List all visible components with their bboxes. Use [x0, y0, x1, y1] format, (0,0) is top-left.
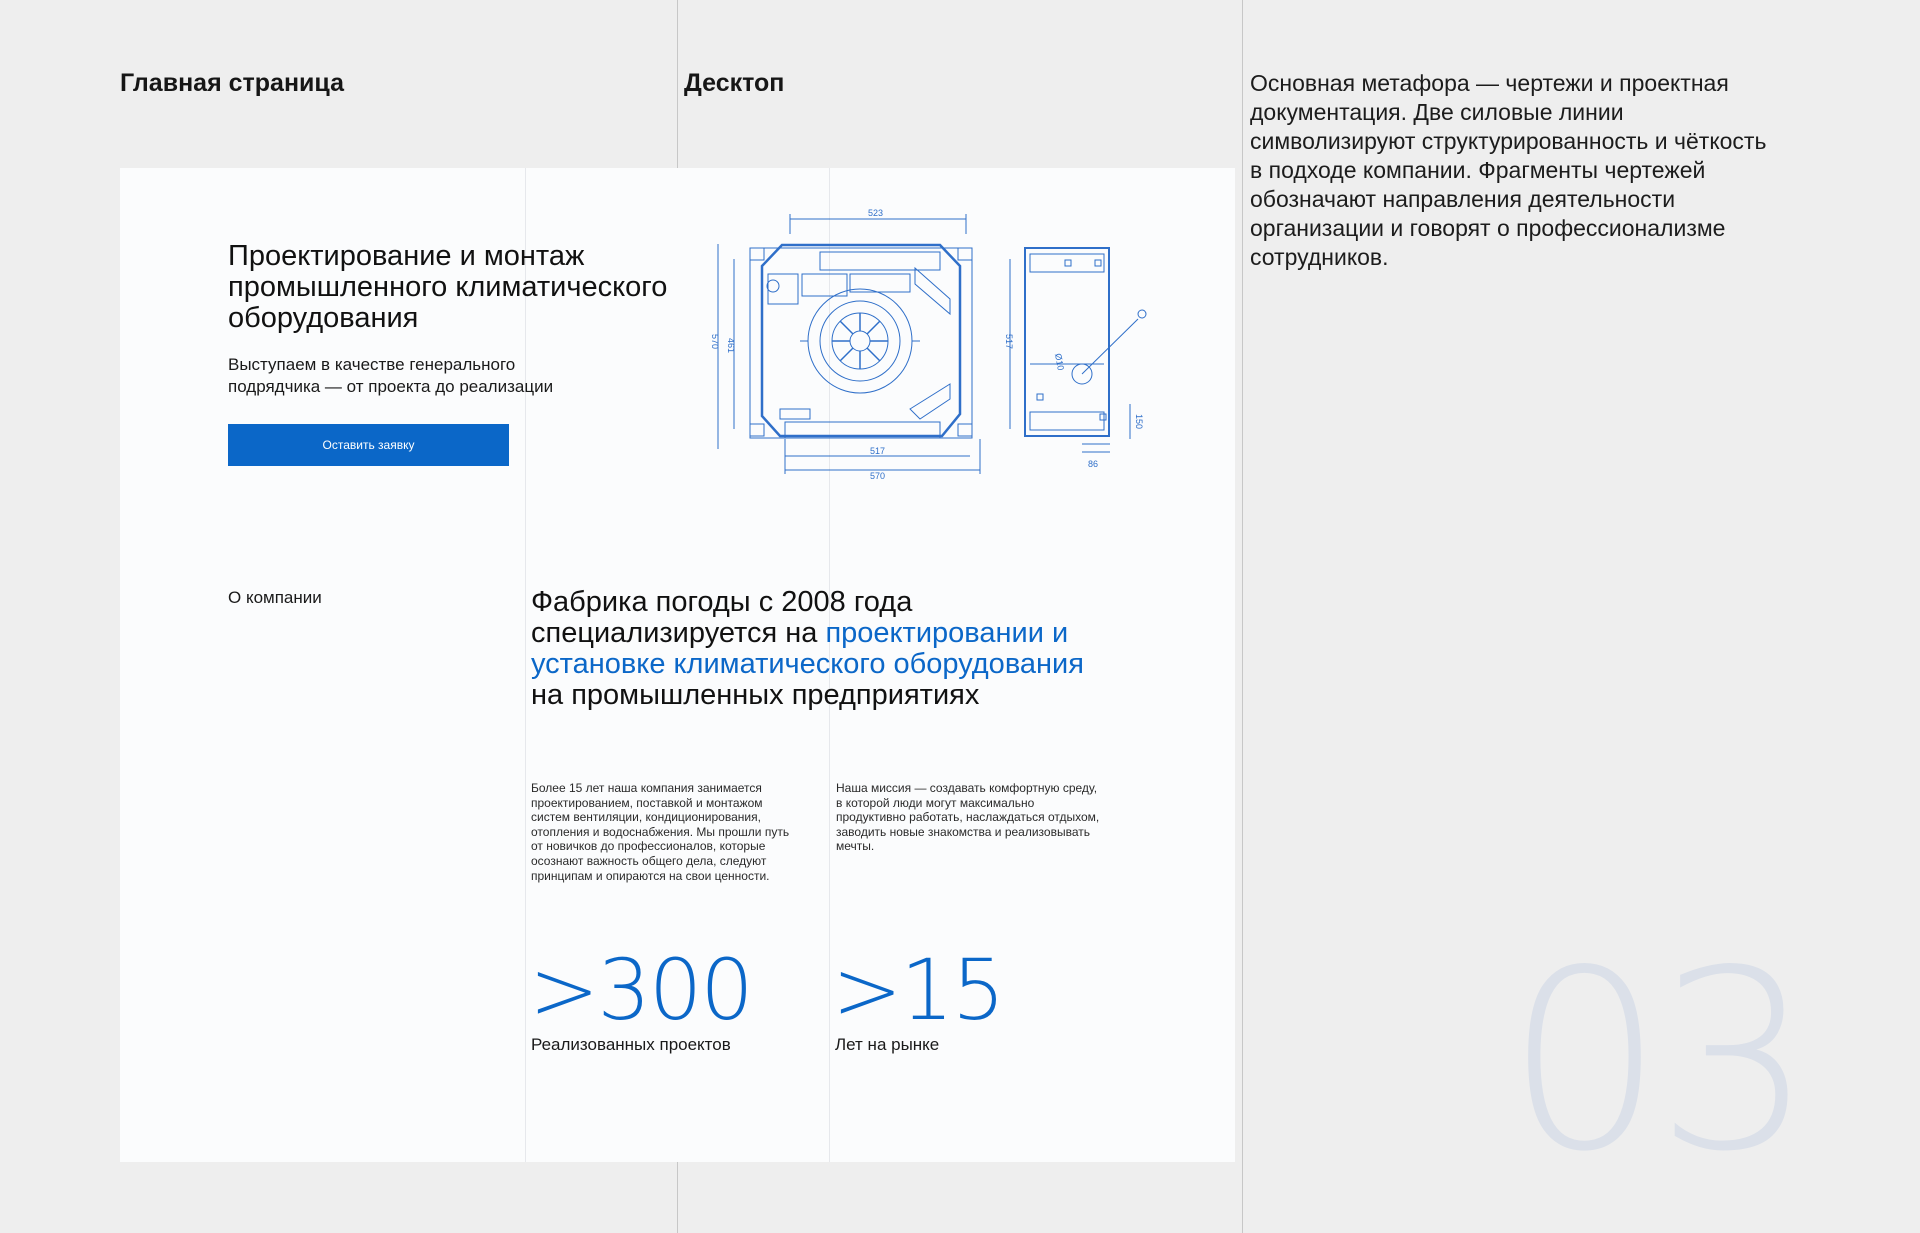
stat-value-years: >15 — [832, 941, 1004, 1039]
page-label: Главная страница — [120, 69, 344, 97]
submit-request-button[interactable]: Оставить заявку — [228, 424, 509, 466]
guide-line-right — [1242, 0, 1243, 1233]
dimension-label: 461 — [726, 338, 736, 354]
dimension-label: 570 — [870, 471, 886, 481]
dimension-label: Ø10 — [1053, 352, 1066, 372]
dimension-label: 570 — [710, 334, 720, 350]
hero-title: Проектирование и монтаж промышленного климатического оборудования — [228, 240, 668, 334]
dimension-label: 517 — [1004, 334, 1014, 350]
about-title-text: на промышленных предприятиях — [531, 679, 980, 711]
about-title-accent: проектировании и установке климатического оборудования — [531, 617, 1084, 680]
hero-subtitle: Выступаем в качестве генерального подрядчика — от проекта до реализации — [228, 355, 554, 396]
about-paragraph-history: Более 15 лет наша компания занимается проектированием, поставкой и монтажом систем вентиляции, кондиционирования, отопления и водоснабжения. Мы прошли путь от новичков до профессионалов, которые осознают важность общего дела, следуют принципам и опираются на свои ценности. — [531, 781, 790, 883]
dimension-label: 86 — [1088, 459, 1099, 469]
about-title-text: Фабрика погоды с 2008 года специализируется на — [531, 586, 913, 649]
about-title — [531, 587, 1101, 711]
dimension-label: 517 — [870, 446, 886, 456]
stat-label-projects: Реализованных проектов — [531, 1035, 731, 1054]
about-paragraph-mission: Наша миссия — создавать комфортную среду, в которой люди могут максимально продуктивно работать, наслаждаться отдыхом, заводить новые знакомства и реализовывать мечты. — [836, 781, 1100, 854]
device-label: Десктоп — [684, 69, 785, 97]
desktop-mockup — [120, 168, 1235, 1162]
about-section-label: О компании — [228, 588, 322, 607]
stat-label-years: Лет на рынке — [835, 1035, 940, 1054]
concept-description: Основная метафора — чертежи и проектная документация. Две силовые линии символизируют структурированность и чёткость в подходе компании. Фрагменты чертежей обозначают направления деятельности организации и говорят о профессионализме сотрудников. — [1250, 70, 1767, 270]
cassette-ac-drawing-icon — [710, 204, 1160, 504]
stat-value-projects: >300 — [529, 941, 752, 1039]
dimension-label: 150 — [1134, 414, 1144, 430]
slide-number: 03 — [1506, 918, 1806, 1206]
dimension-label: 523 — [868, 208, 884, 218]
